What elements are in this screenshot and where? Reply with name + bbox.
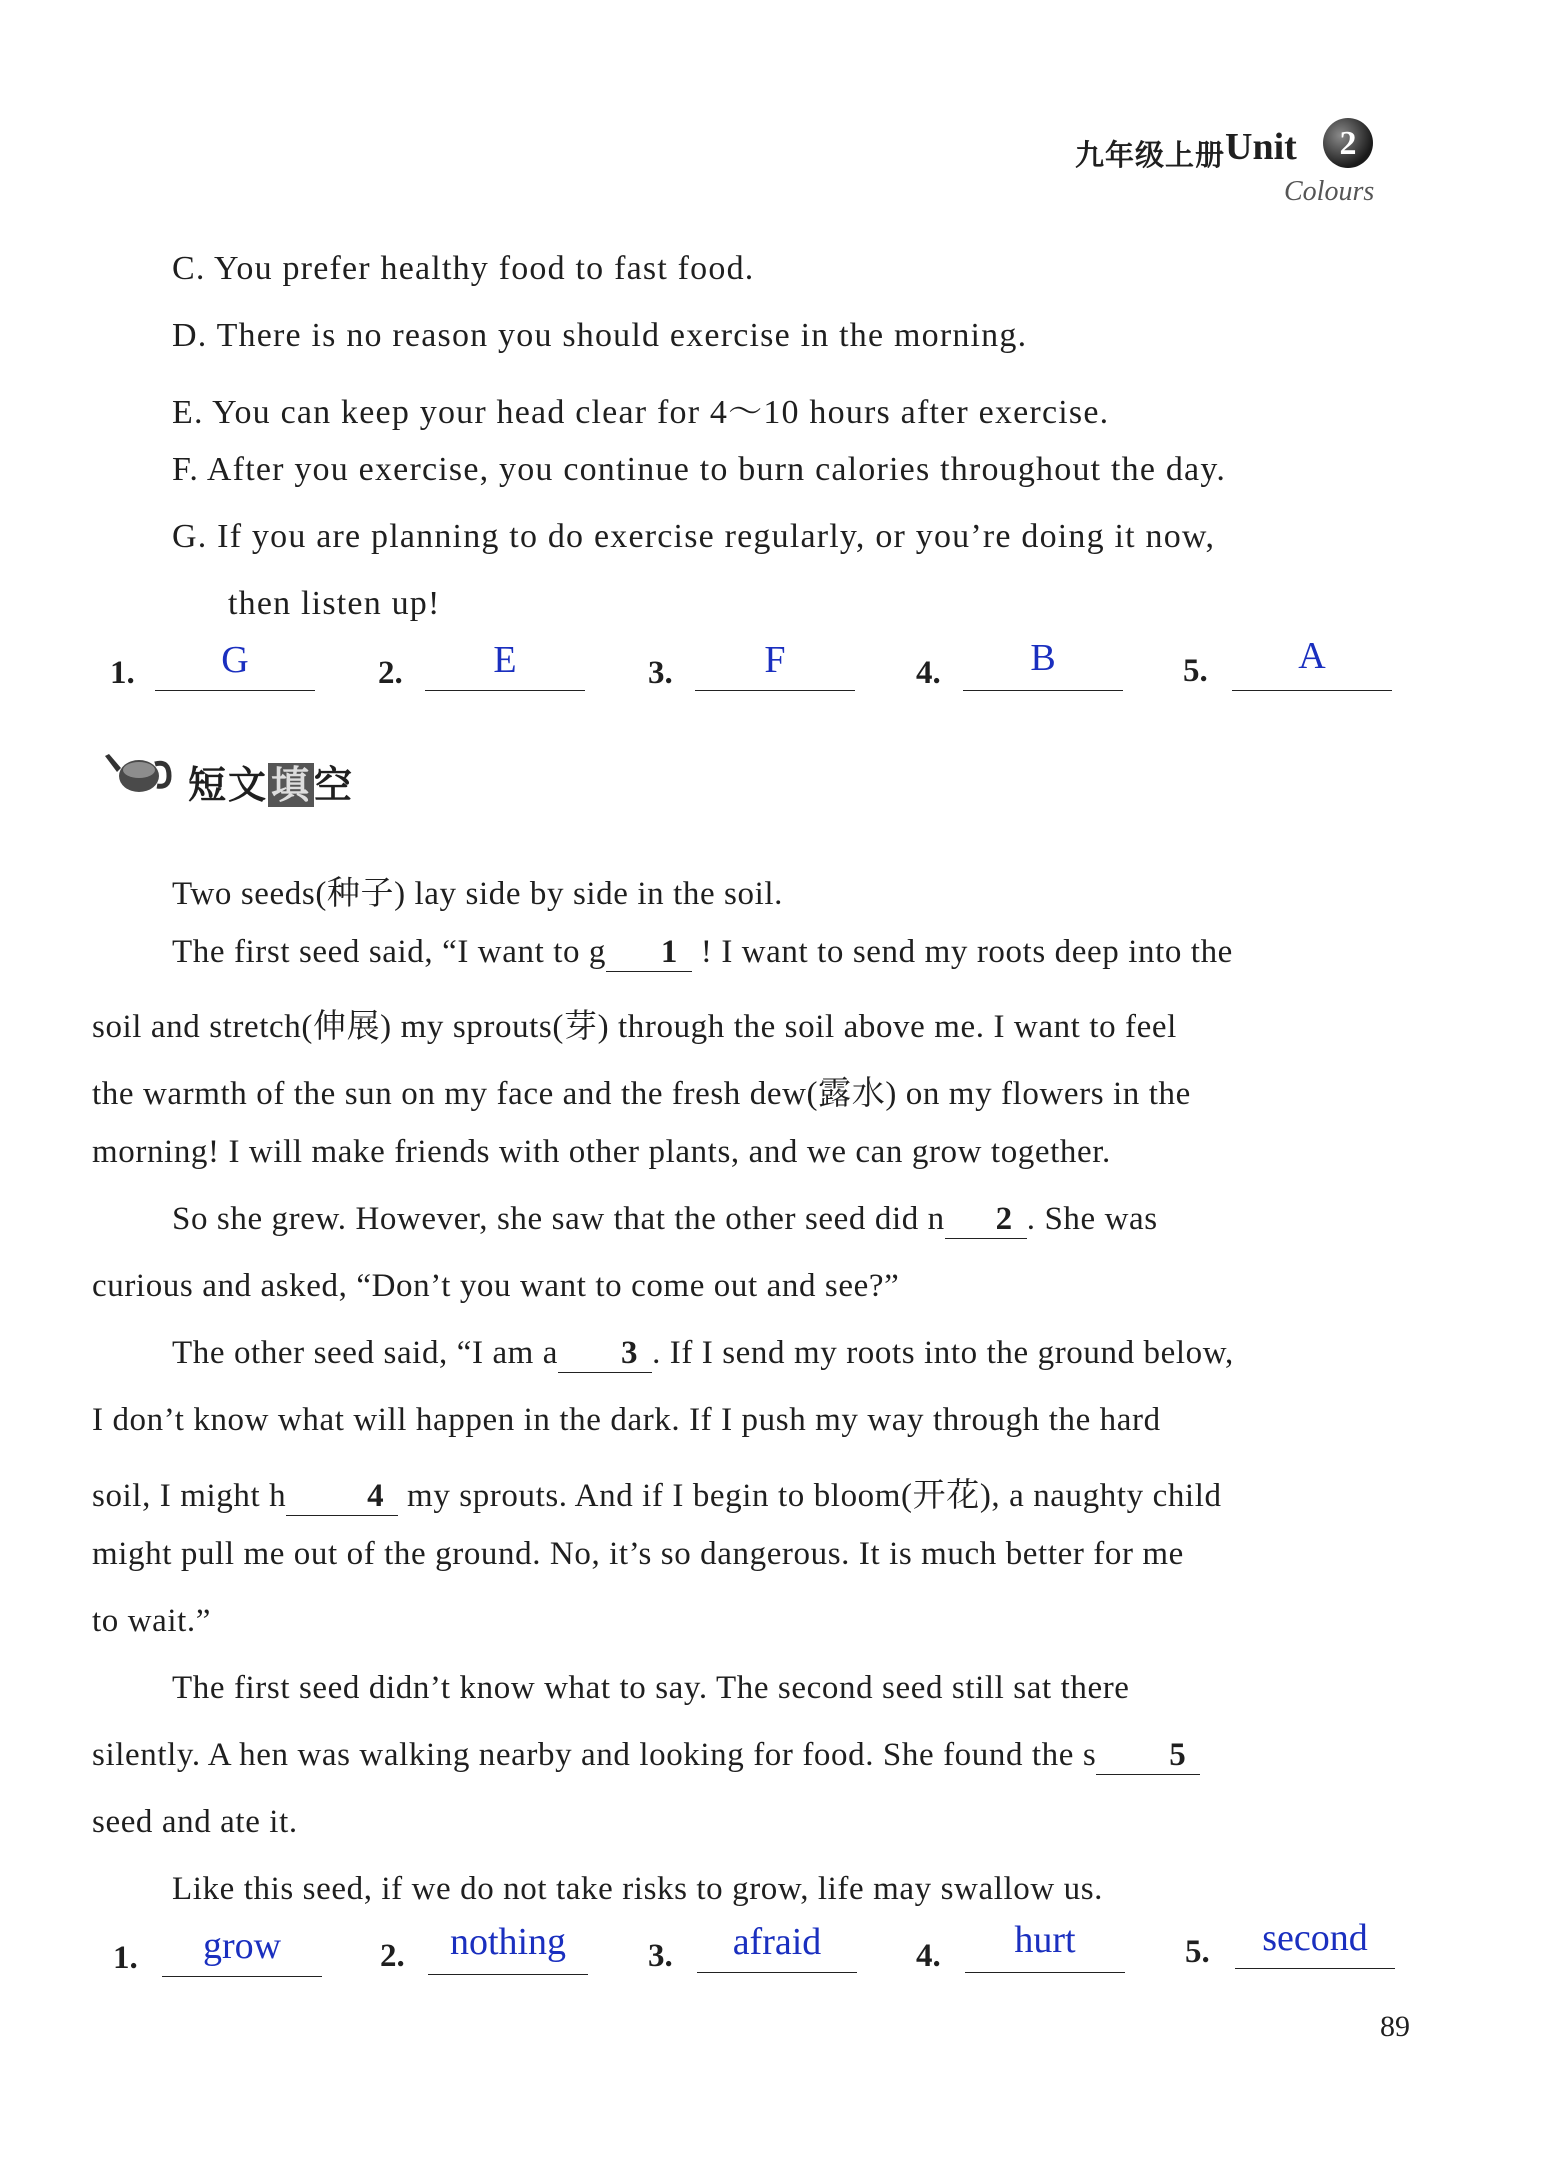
passage-line: the warmth of the sun on my face and the fresh dew(露水) on my flowers in the xyxy=(92,1076,1191,1112)
answer-line xyxy=(697,1972,857,1973)
answer-value: nothing xyxy=(449,1921,567,1963)
passage-line: Like this seed, if we do not take risks to grow, life may swallow us. xyxy=(172,1871,1104,1907)
passage-line: The first seed said, “I want to g 1 ! I want to send my roots deep into the xyxy=(172,934,1233,970)
answer-number: 4. xyxy=(916,655,941,691)
passage-line: to wait.” xyxy=(92,1603,212,1639)
blank-5: 5 xyxy=(1096,1737,1200,1775)
answer-number: 2. xyxy=(380,1938,405,1974)
answer-line xyxy=(425,690,585,691)
answer-number: 5. xyxy=(1183,653,1208,689)
blank-2: 2 xyxy=(945,1201,1027,1239)
answer-line xyxy=(428,1974,588,1975)
option-d: D. There is no reason you should exercise in the morning. xyxy=(172,317,1028,354)
blank-1: 1 xyxy=(606,934,692,972)
passage-line: silently. A hen was walking nearby and looking for food. She found the s 5 xyxy=(92,1737,1200,1775)
passage-line: morning! I will make friends with other plants, and we can grow together. xyxy=(92,1134,1111,1170)
answer-value: grow xyxy=(202,1925,282,1967)
unit-number-badge: 2 xyxy=(1323,118,1373,168)
answer-number: 3. xyxy=(648,655,673,691)
answer-value: A xyxy=(1298,635,1326,677)
answer-value: second xyxy=(1262,1917,1368,1959)
watering-can-icon xyxy=(103,742,178,802)
answer-line xyxy=(1235,1968,1395,1969)
passage-line: soil, I might h 4 my sprouts. And if I begin to bloom(开花), a naughty child xyxy=(92,1478,1222,1514)
answer-value: hurt xyxy=(1014,1919,1076,1961)
blank-3: 3 xyxy=(558,1335,652,1373)
answer-number: 2. xyxy=(378,655,403,691)
answer-number: 5. xyxy=(1185,1934,1210,1970)
option-g: G. If you are planning to do exercise regularly, or you’re doing it now, xyxy=(172,518,1216,555)
answer-line xyxy=(963,690,1123,691)
answer-line xyxy=(162,1976,322,1977)
answer-line xyxy=(1232,690,1392,691)
answer-value: G xyxy=(221,639,249,681)
passage-line: seed and ate it. xyxy=(92,1804,298,1840)
answer-number: 1. xyxy=(110,655,135,691)
passage-line: soil and stretch(伸展) my sprouts(芽) through the soil above me. I want to feel xyxy=(92,1009,1177,1045)
header-unit: Unit xyxy=(1225,126,1297,168)
option-e: E. You can keep your head clear for 4～10 hours after exercise. xyxy=(172,394,1110,431)
answer-number: 3. xyxy=(648,1938,673,1974)
option-f: F. After you exercise, you continue to burn calories throughout the day. xyxy=(172,451,1227,488)
passage-line: I don’t know what will happen in the dark. If I push my way through the hard xyxy=(92,1402,1161,1438)
answer-line xyxy=(155,690,315,691)
answer-number: 1. xyxy=(113,1940,138,1976)
blank-4: 4 xyxy=(286,1478,398,1516)
header-grade: 九年级上册 xyxy=(1075,138,1226,172)
answer-value: E xyxy=(493,639,517,681)
page-number: 89 xyxy=(1380,2010,1410,2043)
option-g-cont: then listen up! xyxy=(228,585,441,622)
passage-line: The other seed said, “I am a 3 . If I send my roots into the ground below, xyxy=(172,1335,1234,1371)
passage-line: Two seeds(种子) lay side by side in the soil. xyxy=(172,876,783,912)
passage-line: curious and asked, “Don’t you want to come out and see?” xyxy=(92,1268,900,1304)
option-c: C. You prefer healthy food to fast food. xyxy=(172,250,755,287)
answer-line xyxy=(965,1972,1125,1973)
passage-line: The first seed didn’t know what to say. The second seed still sat there xyxy=(172,1670,1130,1706)
answer-value: B xyxy=(1030,637,1056,679)
answer-value: F xyxy=(764,639,786,681)
section-title: 短文填空 xyxy=(188,763,355,807)
header-unit-title: Colours xyxy=(1284,176,1375,207)
answer-line xyxy=(695,690,855,691)
answer-value: afraid xyxy=(732,1921,822,1963)
passage-line: So she grew. However, she saw that the other seed did n 2 . She was xyxy=(172,1201,1158,1237)
answer-number: 4. xyxy=(916,1938,941,1974)
passage-line: might pull me out of the ground. No, it’s so dangerous. It is much better for me xyxy=(92,1536,1184,1572)
